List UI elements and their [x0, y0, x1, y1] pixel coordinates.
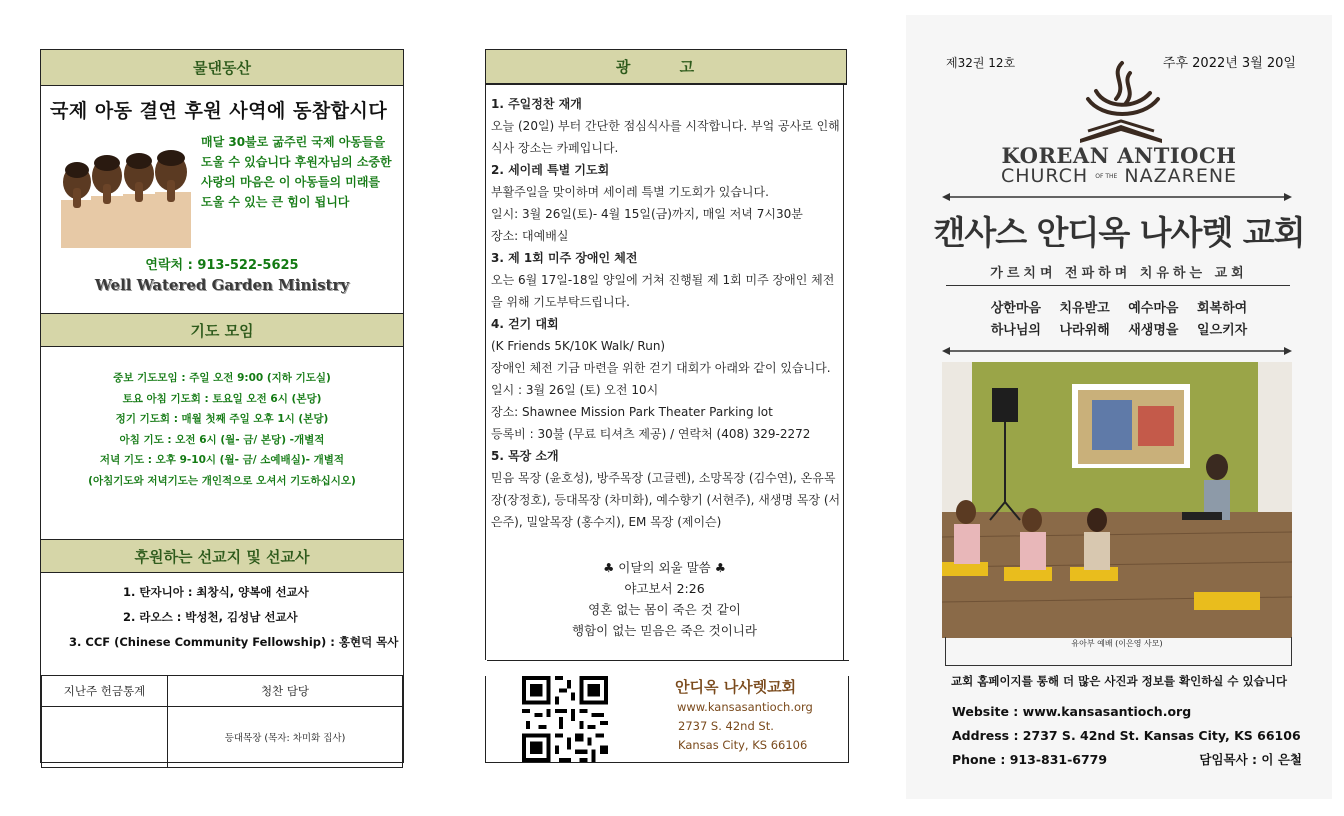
brand-church: CHURCH — [1000, 165, 1089, 187]
church-address-line: Kansas City, KS 66106 — [678, 738, 808, 752]
announcement-title: 1. 주일정찬 재개 — [491, 97, 582, 111]
ornament-divider — [942, 191, 1292, 203]
left-panel — [40, 49, 404, 763]
sponsorship-headline: 국제 아동 결연 후원 사역에 동참합시다 — [50, 100, 388, 122]
announcement-text: 장소: Shawnee Mission Park Theater Parking lot — [491, 405, 773, 419]
homepage-note: 교회 홈페이지를 통해 더 많은 사진과 정보를 확인하실 수 있습니다 — [951, 674, 1287, 688]
section-header-announcements: 광 고 — [485, 49, 847, 85]
brand-of-the: OF THE — [1095, 173, 1118, 180]
church-brand-subtitle — [906, 165, 1332, 187]
announcement-title: 2. 세이레 특별 기도회 — [491, 163, 610, 177]
announcement-text: 오는 6월 17일-18일 양일에 거쳐 진행될 제 1회 미주 장애인 체전을 위해 기도부탁드립니다. — [491, 273, 835, 309]
prayer-item: 토요 아침 기도회 : 토요일 오전 6시 (본당) — [122, 392, 322, 405]
bulletin-date: 주후 2022년 3월 20일 — [1162, 56, 1296, 71]
announcement-text: 일시: 3월 26일(토)- 4월 15일(금)까지, 매일 저녁 7시30분 — [491, 207, 803, 221]
offering-header-meal: 청찬 담당 — [168, 676, 403, 707]
photo-caption: 유아부 예배 (이은영 사모) — [1071, 639, 1163, 648]
ministry-name: Well Watered Garden Ministry — [94, 276, 350, 294]
announcement-list — [491, 93, 841, 533]
divider — [487, 660, 849, 661]
phone-line: Phone : 913-831-6779 — [952, 752, 1108, 767]
missionary-list — [41, 580, 403, 655]
address-line: Address : 2737 S. 42nd St. Kansas City, KS 66106 — [952, 728, 1301, 743]
brand-nazarene: NAZARENE — [1124, 165, 1238, 187]
vision-line: 상한마음 치유받고 예수마음 회복하여 — [990, 301, 1248, 316]
website-line[interactable]: Website : www.kansasantioch.org — [952, 704, 1192, 719]
prayer-item: 중보 기도모임 : 주일 오전 9:00 (지하 기도실) — [113, 372, 331, 384]
announcement-title: 5. 목장 소개 — [491, 449, 559, 463]
contact-phone: 연락처 : 913-522-5625 — [145, 258, 299, 273]
ornament-divider — [942, 345, 1292, 357]
announcement-text: (K Friends 5K/10K Walk/ Run) — [491, 339, 666, 353]
middle-panel — [485, 49, 847, 763]
section-header-garden: 물댄동산 — [41, 50, 403, 86]
memory-verse-reference: 야고보서 2:26 — [624, 581, 705, 596]
announcement-text: 믿음 목장 (윤호성), 방주목장 (고글렌), 소망목장 (김수연), 온유목장(장정호), 등대목장 (차미화), 예수향기 (서현주), 새생명 목장 (서은주), 밀알목장 (홍수지), EM 목장 (제이슨) — [491, 471, 841, 529]
missionary-item: 3. CCF (Chinese Community Fellowship) : 홍현덕 목사 — [69, 635, 399, 649]
praying-children-image — [55, 142, 201, 248]
church-website-link[interactable]: www.kansasantioch.org — [677, 700, 813, 714]
church-vision — [906, 298, 1332, 342]
memory-verse-line: 행함이 없는 믿음은 죽은 것이니라 — [572, 623, 757, 638]
announcement-text: 부활주일을 맞이하며 세이레 특별 기도회가 있습니다. — [491, 185, 769, 199]
vision-line: 하나님의 나라위해 새생명을 일으키자 — [990, 323, 1248, 338]
cover-panel — [906, 15, 1332, 799]
announcement-text: 장소: 대예배실 — [491, 229, 569, 243]
memory-verse — [485, 557, 844, 641]
missionary-item: 1. 탄자니아 : 최창식, 양복애 선교사 — [123, 585, 309, 599]
church-name: 안디옥 나사렛교회 — [675, 678, 797, 696]
church-address-line: 2737 S. 42nd St. — [678, 719, 774, 733]
announcement-title: 4. 걷기 대회 — [491, 317, 559, 331]
qr-code-icon[interactable] — [522, 676, 608, 762]
announcement-text: 오늘 (20일) 부터 간단한 점심식사를 시작합니다. 부엌 공사로 인해 식사 장소는 카페입니다. — [491, 119, 840, 155]
missionary-item: 2. 라오스 : 박성천, 김성남 선교사 — [123, 610, 298, 624]
meal-duty-cell: 등대목장 (목자: 차미화 집사) — [168, 707, 403, 768]
divider — [946, 285, 1290, 286]
prayer-item: 저녁 기도 : 오후 9-10시 (월- 금/ 소예배실)- 개별적 — [99, 454, 345, 466]
worship-photo — [942, 362, 1292, 638]
prayer-meeting-list — [41, 368, 403, 491]
nazarene-flame-book-icon — [1066, 55, 1176, 155]
volume-number: 제32권 12호 — [946, 56, 1016, 70]
church-brand-name: KOREAN ANTIOCH — [1001, 143, 1237, 168]
prayer-item: (아침기도와 저녁기도는 개인적으로 오셔서 기도하십시오) — [88, 474, 356, 487]
church-motto: 가르치며 전파하며 치유하는 교회 — [990, 266, 1248, 281]
sponsorship-appeal-text: 매달 30불로 굶주린 국제 아동들을 도울 수 있습니다 후원자님의 소중한 사랑의 마음은 이 아동들의 미래를 도울 수 있는 큰 힘이 됩니다 — [201, 135, 392, 209]
memory-verse-line: 영혼 없는 몸이 죽은 것 같이 — [588, 602, 741, 617]
church-info-footer — [485, 676, 849, 763]
offering-header-stats: 지난주 헌금통계 — [42, 676, 168, 707]
announcement-text: 장애인 체전 기금 마련을 위한 걷기 대회가 아래와 같이 있습니다. 일시 : 3월 26일 (토) 오전 10시 — [491, 361, 831, 397]
prayer-item: 아침 기도 : 오전 6시 (월- 금/ 본당) -개별적 — [119, 433, 325, 446]
church-korean-title: 캔사스 안디옥 나사렛 교회 — [933, 213, 1305, 252]
church-contact-info — [952, 700, 1302, 772]
section-header-missions: 후원하는 선교지 및 선교사 — [41, 539, 403, 573]
offering-table — [41, 675, 403, 768]
announcement-title: 3. 제 1회 미주 장애인 체전 — [491, 251, 638, 265]
section-header-prayer: 기도 모임 — [41, 313, 403, 347]
prayer-item: 정기 기도회 : 매월 첫째 주일 오후 1시 (본당) — [115, 413, 329, 425]
phone-row — [952, 748, 1302, 772]
pastor-name: 담임목사 : 이 은철 — [1199, 752, 1302, 767]
offering-stats-cell — [42, 707, 168, 768]
memory-verse-title: ♣ 이달의 외울 말씀 ♣ — [603, 560, 726, 575]
announcement-text: 등록비 : 30불 (무료 티셔츠 제공) / 연락처 (408) 329-2272 — [491, 427, 811, 441]
